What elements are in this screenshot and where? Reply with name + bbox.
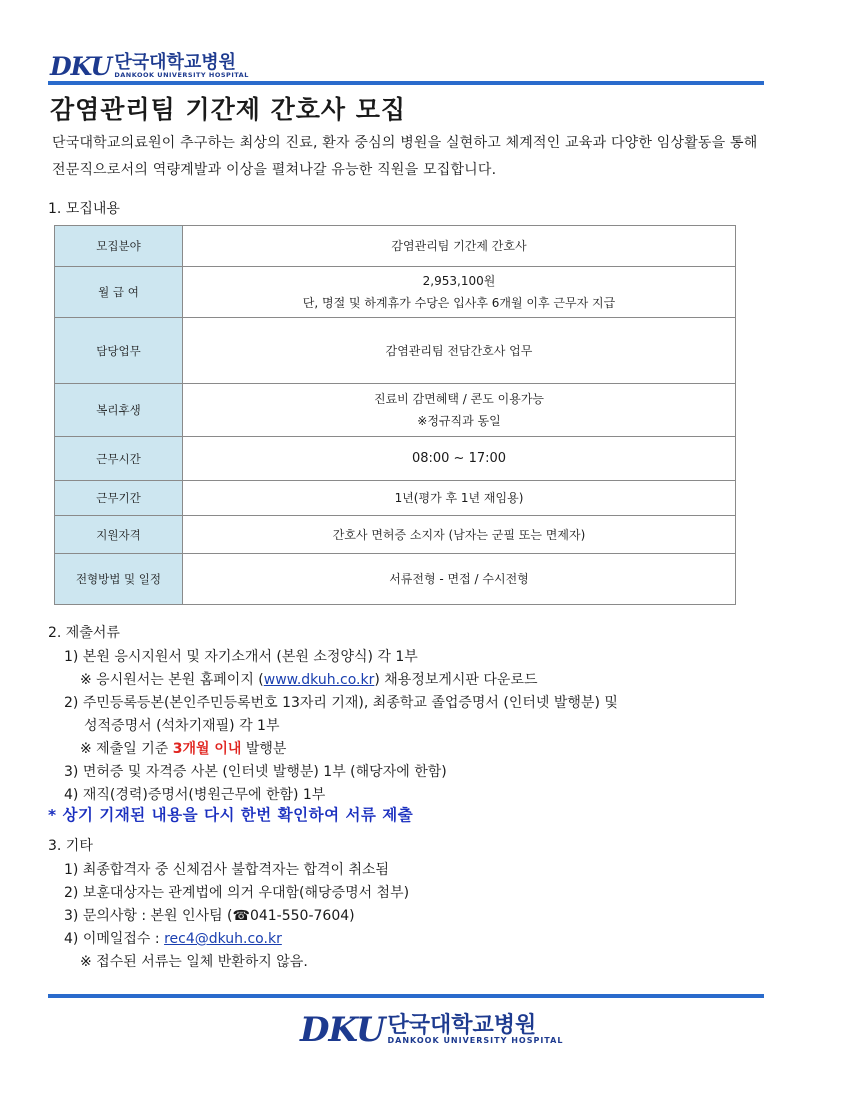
- row-label: 월 급 여: [55, 267, 183, 318]
- section-heading-other: 3. 기타: [48, 838, 93, 854]
- deadline-highlight: 3개월 이내: [172, 741, 242, 757]
- row-label: 근무기간: [55, 481, 183, 516]
- salary-amount: 2,953,100원: [422, 274, 496, 288]
- logo-name-en: DANKOOK UNIVERSITY HOSPITAL: [387, 1035, 564, 1045]
- list-item-continuation: 성적증명서 (석차기재필) 각 1부: [84, 718, 280, 734]
- list-item-note: ※ 접수된 서류는 일체 반환하지 않음.: [80, 954, 308, 970]
- logo-name-en: DANKOOK UNIVERSITY HOSPITAL: [114, 70, 249, 79]
- row-label: 모집분야: [55, 226, 183, 267]
- hospital-logo-top: [50, 52, 249, 81]
- list-item: 3) 면허증 및 자격증 사본 (인터넷 발행분) 1부 (해당자에 한함): [64, 764, 447, 780]
- email-link[interactable]: rec4@dkuh.co.kr: [164, 931, 282, 947]
- section-heading-documents: 2. 제출서류: [48, 625, 120, 641]
- table-row: [55, 437, 736, 481]
- list-item: 2) 주민등록등본(본인주민등록번호 13자리 기재), 최종학교 졸업증명서 (인터넷 발행분) 및: [64, 695, 618, 711]
- section-heading-recruitment: 1. 모집내용: [48, 201, 120, 217]
- row-value: 간호사 면허증 소지자 (남자는 군필 또는 면제자): [183, 516, 736, 554]
- row-label: 담당업무: [55, 318, 183, 384]
- table-row: [55, 481, 736, 516]
- homepage-link[interactable]: www.dkuh.co.kr: [263, 672, 375, 688]
- list-item: 3) 문의사항 : 본원 인사팀 (☎041-550-7604): [64, 908, 355, 924]
- documents-list: [64, 646, 618, 807]
- list-item: 2) 보훈대상자는 관계법에 의거 우대함(해당증명서 첨부): [64, 885, 410, 901]
- row-label: 지원자격: [55, 516, 183, 554]
- row-label: 전형방법 및 일정: [55, 554, 183, 605]
- list-item: 4) 재직(경력)증명서(병원근무에 한함) 1부: [64, 787, 326, 803]
- intro-paragraph: 단국대학교의료원이 추구하는 최상의 진료, 환자 중심의 병원을 실현하고 체계적인 교육과 다양한 임상활동을 통해 전문직으로서의 역량계발과 이상을 펼쳐나갈 유능한 직원을 모집합니다.: [52, 135, 758, 178]
- table-row: [55, 267, 736, 318]
- logo-name-ko: 단국대학교병원: [114, 51, 237, 73]
- table-row: [55, 318, 736, 384]
- salary-note: 단, 명절 및 하계휴가 수당은 입사후 6개월 이후 근무자 지급: [302, 296, 616, 310]
- row-value: 1년(평가 후 1년 재임용): [183, 481, 736, 516]
- list-item-note: ※ 제출일 기준 3개월 이내 발행분: [80, 741, 287, 757]
- row-label: 근무시간: [55, 437, 183, 481]
- row-value: 감염관리팀 기간제 간호사: [183, 226, 736, 267]
- row-value: 감염관리팀 전담간호사 업무: [183, 318, 736, 384]
- table-row: [55, 384, 736, 437]
- logo-name-ko: 단국대학교병원: [387, 1012, 537, 1038]
- dku-logo-mark: DKU: [300, 1010, 385, 1050]
- table-row: [55, 226, 736, 267]
- benefits-line: 진료비 감면혜택 / 콘도 이용가능: [374, 392, 544, 406]
- row-value: [183, 384, 736, 437]
- recruitment-table: [54, 225, 736, 605]
- list-item: 1) 본원 응시지원서 및 자기소개서 (본원 소정양식) 각 1부: [64, 649, 418, 665]
- other-list: [64, 859, 409, 974]
- hospital-logo-bottom: [300, 1010, 563, 1050]
- table-row: [55, 516, 736, 554]
- row-value: [183, 267, 736, 318]
- row-label: 복리후생: [55, 384, 183, 437]
- top-divider: [48, 81, 764, 85]
- list-item: 1) 최종합격자 중 신체검사 불합격자는 합격이 취소됨: [64, 862, 390, 878]
- table-row: [55, 554, 736, 605]
- dku-logo-mark: DKU: [50, 52, 112, 81]
- list-item: 4) 이메일접수 : rec4@dkuh.co.kr: [64, 931, 282, 947]
- row-value: 서류전형 - 면접 / 수시전형: [183, 554, 736, 605]
- row-value: 08:00 ~ 17:00: [183, 437, 736, 481]
- page-title: 감염관리팀 기간제 간호사 모집: [50, 95, 407, 124]
- bottom-divider: [48, 994, 764, 998]
- benefits-note: ※정규직과 동일: [417, 414, 501, 428]
- notice-text: * 상기 기재된 내용을 다시 한번 확인하여 서류 제출: [48, 806, 414, 824]
- list-item-note: ※ 응시원서는 본원 홈페이지 (www.dkuh.co.kr) 채용정보게시판 다운로드: [80, 672, 538, 688]
